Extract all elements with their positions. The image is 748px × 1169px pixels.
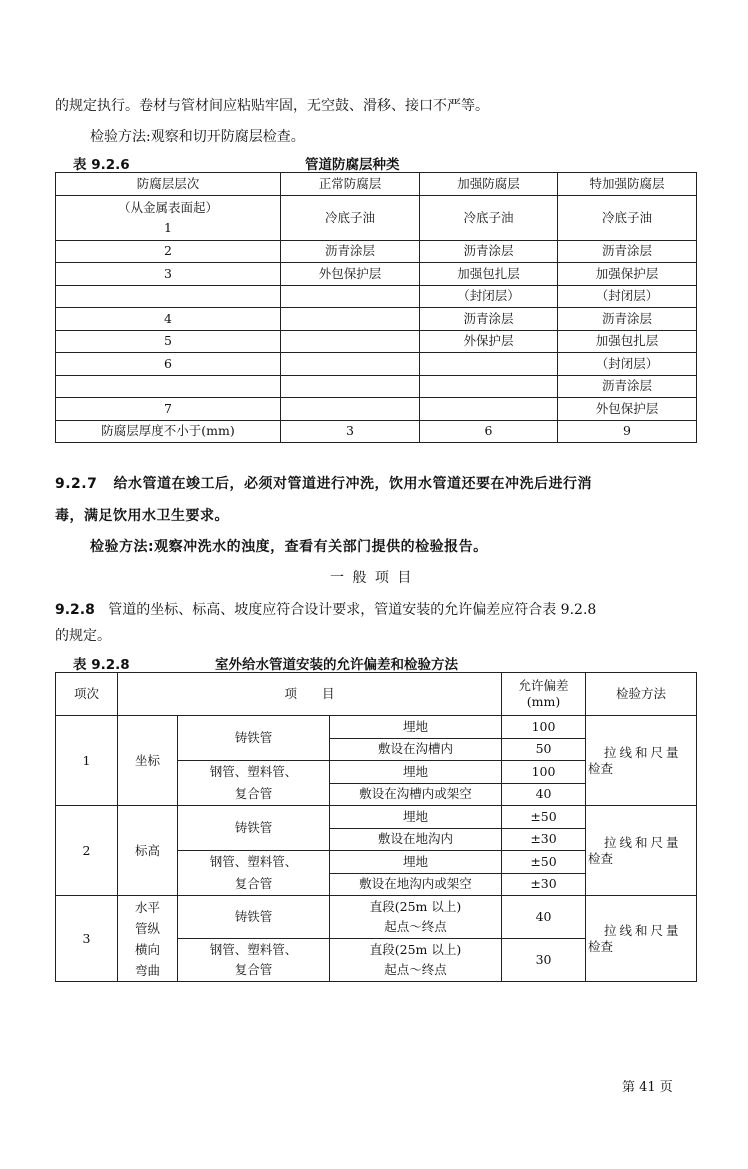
table2-title: 室外给水管道安装的允许偏差和检验方法 bbox=[215, 657, 458, 673]
table-cell: 40 bbox=[502, 783, 586, 806]
table-cell: 100 bbox=[502, 761, 586, 784]
table1-label: 表 9.2.6 bbox=[73, 157, 130, 173]
table-cell bbox=[178, 851, 330, 896]
table-header-cell: 正常防腐层 bbox=[281, 173, 420, 196]
table-row bbox=[56, 308, 697, 331]
table-cell bbox=[118, 896, 178, 982]
table-header-cell: 防腐层层次 bbox=[56, 173, 281, 196]
table-header-cell: 特加强防腐层 bbox=[558, 173, 697, 196]
table-cell bbox=[586, 716, 697, 806]
table-cell: 6 bbox=[56, 353, 281, 376]
tolerance-header-line: 允许偏差 bbox=[518, 678, 569, 693]
table-header-cell: 项 目 bbox=[118, 673, 502, 716]
table-cell bbox=[420, 353, 558, 376]
condition-line: 直段(25m 以上) bbox=[369, 899, 462, 914]
table-cell: 7 bbox=[56, 398, 281, 421]
page-number: 第 41 页 bbox=[622, 1080, 673, 1095]
table-cell bbox=[281, 330, 420, 353]
pipe-line: 钢管、塑料管、 bbox=[209, 854, 298, 869]
table-row bbox=[56, 398, 697, 421]
table-header-cell: 检验方法 bbox=[586, 673, 697, 716]
table-cell: 标高 bbox=[118, 806, 178, 896]
table-cell bbox=[56, 195, 281, 240]
table-cell bbox=[586, 806, 697, 896]
table-cell: 敷设在沟槽内或架空 bbox=[330, 783, 502, 806]
table-cell bbox=[178, 761, 330, 806]
pipe-line: 钢管、塑料管、 bbox=[209, 942, 298, 957]
pipe-line: 复合管 bbox=[234, 962, 273, 977]
table-cell: 铸铁管 bbox=[178, 716, 330, 761]
table-cell bbox=[586, 896, 697, 982]
table-cell: 加强保护层 bbox=[558, 263, 697, 286]
table-cell bbox=[330, 939, 502, 982]
table-cell bbox=[281, 398, 420, 421]
table-row bbox=[56, 285, 697, 308]
check-method-1: 检验方法:观察和切开防腐层检查。 bbox=[90, 129, 305, 145]
table-cell bbox=[56, 285, 281, 308]
table-row bbox=[56, 420, 697, 443]
pipe-line: 钢管、塑料管、 bbox=[209, 764, 298, 779]
table-cell: 沥青涂层 bbox=[281, 240, 420, 263]
table-cell: 敷设在地沟内或架空 bbox=[330, 873, 502, 896]
condition-line: 起点～终点 bbox=[384, 919, 447, 934]
table-cell: 埋地 bbox=[330, 716, 502, 739]
table-cell bbox=[420, 375, 558, 398]
table-row bbox=[56, 263, 697, 286]
table-cell: 5 bbox=[56, 330, 281, 353]
intro-line: 的规定执行。卷材与管材间应粘贴牢固，无空鼓、滑移、接口不严等。 bbox=[55, 98, 489, 114]
table-cell bbox=[420, 398, 558, 421]
table-cell bbox=[281, 308, 420, 331]
table-cell: 加强包扎层 bbox=[420, 263, 558, 286]
table-header-cell bbox=[502, 673, 586, 716]
table-cell: 100 bbox=[502, 716, 586, 739]
layer-number: 1 bbox=[164, 219, 172, 235]
table-cell: 外包保护层 bbox=[281, 263, 420, 286]
method-line: 检查 bbox=[588, 938, 614, 954]
table-cell: 1 bbox=[56, 716, 118, 806]
item-line: 横向 bbox=[134, 941, 160, 957]
table-row bbox=[56, 716, 697, 739]
table-cell: 埋地 bbox=[330, 806, 502, 829]
table-cell: 6 bbox=[420, 420, 558, 443]
table-cell: 9 bbox=[558, 420, 697, 443]
table-cell: （封闭层） bbox=[558, 285, 697, 308]
item-line: 水平 bbox=[134, 899, 160, 915]
table-header-cell: 项次 bbox=[56, 673, 118, 716]
table-cell: 外包保护层 bbox=[558, 398, 697, 421]
table-cell: 沥青涂层 bbox=[420, 308, 558, 331]
tolerance-header-unit: (mm) bbox=[526, 694, 561, 709]
table-cell bbox=[178, 939, 330, 982]
table-cell: ±30 bbox=[502, 873, 586, 896]
table-cell: ±30 bbox=[502, 828, 586, 851]
method-line: 检查 bbox=[588, 850, 614, 866]
table-header-cell: 加强防腐层 bbox=[420, 173, 558, 196]
item-line: 管纵 bbox=[134, 920, 160, 936]
table-cell: 埋地 bbox=[330, 761, 502, 784]
section-927-line1 bbox=[55, 475, 592, 493]
section-number: 9.2.7 bbox=[55, 476, 98, 492]
table-cell: 埋地 bbox=[330, 851, 502, 874]
condition-line: 直段(25m 以上) bbox=[369, 942, 462, 957]
table-cell: 40 bbox=[502, 896, 586, 939]
table-row bbox=[56, 375, 697, 398]
table-row bbox=[56, 353, 697, 376]
table-cell bbox=[281, 375, 420, 398]
item-line: 弯曲 bbox=[134, 962, 160, 978]
section-number: 9.2.8 bbox=[55, 602, 95, 618]
table-header-row bbox=[56, 673, 697, 716]
table-row bbox=[56, 195, 697, 240]
table-cell: 沥青涂层 bbox=[558, 308, 697, 331]
pipe-tolerance-table bbox=[55, 672, 697, 982]
table-cell: 冷底子油 bbox=[420, 195, 558, 240]
pipe-line: 复合管 bbox=[234, 786, 273, 801]
table-row bbox=[56, 806, 697, 829]
method-line: 拉线和尺量 bbox=[604, 834, 682, 850]
table-cell bbox=[281, 353, 420, 376]
table-cell: 3 bbox=[56, 896, 118, 982]
table-cell bbox=[56, 375, 281, 398]
condition-line: 起点～终点 bbox=[384, 962, 447, 977]
table-row bbox=[56, 896, 697, 939]
layer-origin-note: （从金属表面起） bbox=[117, 199, 218, 215]
method-line: 拉线和尺量 bbox=[604, 744, 682, 760]
table2-label: 表 9.2.8 bbox=[73, 657, 130, 673]
section-text: 管道的坐标、标高、坡度应符合设计要求，管道安装的允许偏差应符合表 9.2.8 bbox=[108, 602, 597, 618]
table-cell: 铸铁管 bbox=[178, 806, 330, 851]
section-927-check: 检验方法:观察冲洗水的浊度，查看有关部门提供的检验报告。 bbox=[90, 539, 488, 555]
general-items-heading: 一 般 项 目 bbox=[330, 570, 414, 586]
table-cell: 敷设在地沟内 bbox=[330, 828, 502, 851]
table-cell: 坐标 bbox=[118, 716, 178, 806]
table-cell: 2 bbox=[56, 240, 281, 263]
corrosion-layer-table bbox=[55, 172, 697, 443]
table-cell: 加强包扎层 bbox=[558, 330, 697, 353]
table-cell: 50 bbox=[502, 738, 586, 761]
table-cell: 3 bbox=[56, 263, 281, 286]
table-cell: ±50 bbox=[502, 851, 586, 874]
table-cell: 2 bbox=[56, 806, 118, 896]
table-row bbox=[56, 330, 697, 353]
section-928-line2: 的规定。 bbox=[55, 628, 111, 644]
table-cell: 敷设在沟槽内 bbox=[330, 738, 502, 761]
table-row bbox=[56, 240, 697, 263]
section-927-line2: 毒，满足饮用水卫生要求。 bbox=[55, 508, 229, 524]
method-line: 检查 bbox=[588, 760, 614, 776]
table-cell: 冷底子油 bbox=[558, 195, 697, 240]
section-928-line1 bbox=[55, 601, 596, 619]
table-cell: 冷底子油 bbox=[281, 195, 420, 240]
table-cell: （封闭层） bbox=[420, 285, 558, 308]
table-cell: 铸铁管 bbox=[178, 896, 330, 939]
table-cell: 30 bbox=[502, 939, 586, 982]
table-cell bbox=[330, 896, 502, 939]
table-cell: ±50 bbox=[502, 806, 586, 829]
table1-title: 管道防腐层种类 bbox=[305, 157, 400, 173]
table-cell: 沥青涂层 bbox=[558, 375, 697, 398]
table-header-row bbox=[56, 173, 697, 196]
table-cell: 外保护层 bbox=[420, 330, 558, 353]
table-cell: 3 bbox=[281, 420, 420, 443]
table-cell: 沥青涂层 bbox=[420, 240, 558, 263]
table-cell: 4 bbox=[56, 308, 281, 331]
table-cell: 防腐层厚度不小于(mm) bbox=[56, 420, 281, 443]
pipe-line: 复合管 bbox=[234, 876, 273, 891]
table-cell: （封闭层） bbox=[558, 353, 697, 376]
table-cell: 沥青涂层 bbox=[558, 240, 697, 263]
table-cell bbox=[281, 285, 420, 308]
method-line: 拉线和尺量 bbox=[604, 922, 682, 938]
section-text: 给水管道在竣工后，必须对管道进行冲洗，饮用水管道还要在冲洗后进行消 bbox=[113, 476, 592, 492]
